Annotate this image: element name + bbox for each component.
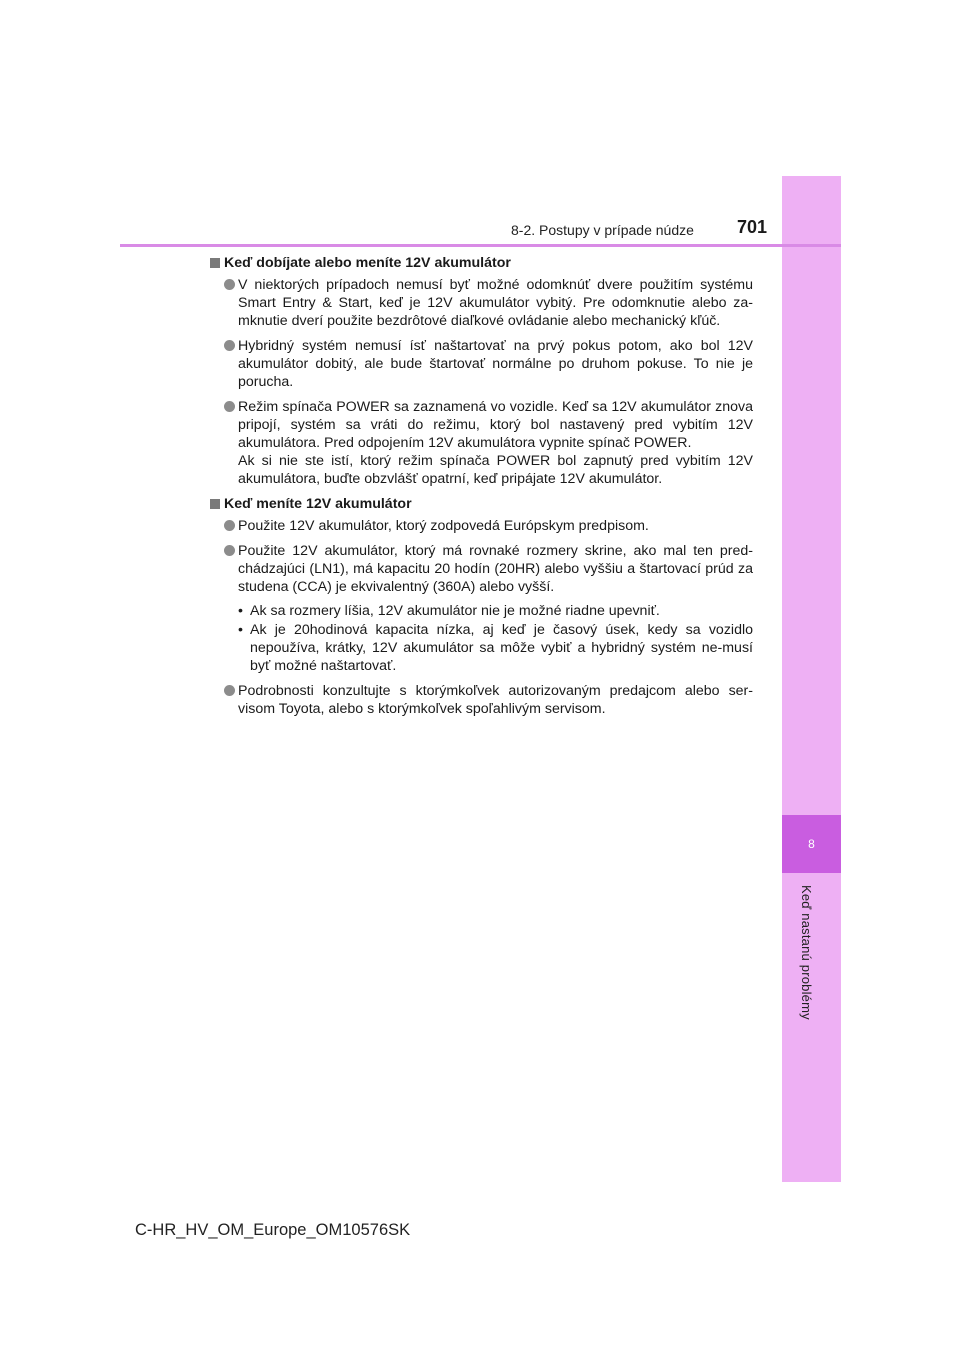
square-bullet-icon	[210, 499, 220, 509]
list-item: V niektorých prípadoch nemusí byť možné odomknúť dvere použitím systému Smart Entry & Start, keď je 12V akumulátor vybitý. Pre odomknutie alebo za-mknutie dverí použite bezdrôtové diaľkové ovládanie alebo mechanický kľúč.	[210, 276, 753, 330]
page-number: 701	[737, 217, 768, 237]
circle-bullet-icon	[224, 279, 235, 290]
list-item: Režim spínača POWER sa zaznamená vo vozidle. Keď sa 12V akumulátor znova pripojí, systém sa vráti do režimu, ktorý bol nastavený pred vybitím 12V akumulátora. Pred odpojením 12V akumulátora vypnite spínač POWER. Ak si nie ste istí, ktorý režim spínača POWER bol zapnutý pred vybitím 12V akumulátora, buďte obzvlášť opatrní, keď pripájate 12V akumulátor.	[210, 398, 753, 488]
square-bullet-icon	[210, 258, 220, 268]
chapter-side-tab	[782, 176, 841, 1182]
circle-bullet-icon	[224, 340, 235, 351]
circle-bullet-icon	[224, 545, 235, 556]
list-item: Hybridný systém nemusí ísť naštartovať na prvý pokus potom, ako bol 12V akumulátor dobitý, ale bude štartovať normálne po druhom pokuse. To nie je porucha.	[210, 337, 753, 391]
document-code: C-HR_HV_OM_Europe_OM10576SK	[135, 1221, 411, 1239]
chapter-number: 8	[808, 837, 815, 851]
circle-bullet-icon	[224, 685, 235, 696]
sub-list	[238, 602, 753, 675]
sub-list-item: • Ak sa rozmery líšia, 12V akumulátor nie je možné riadne upevniť.	[238, 603, 660, 619]
chapter-number-box	[782, 815, 841, 873]
section-heading: Keď dobíjate alebo meníte 12V akumulátor	[210, 254, 753, 272]
list-item: Použite 12V akumulátor, ktorý zodpovedá Európskym predpisom.	[210, 517, 753, 535]
chapter-title: Keď nastanú problémy	[799, 885, 814, 1020]
header-divider	[120, 244, 841, 247]
section-label: 8-2. Postupy v prípade núdze	[511, 222, 694, 238]
dot-bullet-icon: •	[238, 603, 243, 619]
sub-list-item: • Ak je 20hodinová kapacita nízka, aj keď je časový úsek, kedy sa vozidlo nepoužíva, krátky, 12V akumulátor sa môže vybiť a hybridný systém ne-musí byť možné naštartovať.	[238, 622, 753, 674]
page-content	[210, 254, 753, 725]
section-heading: Keď meníte 12V akumulátor	[210, 495, 753, 513]
circle-bullet-icon	[224, 401, 235, 412]
list-item: Použite 12V akumulátor, ktorý má rovnaké rozmery skrine, ako mal ten pred-chádzajúci (LN1), má kapacitu 20 hodín (20HR) alebo vyššiu a štartovací prúd za studena (CCA) je ekvivalentný (360A) alebo vyšší. • Ak sa rozmery líšia, 12V akumulátor nie je možné riadne upevniť. • Ak je 20hodinová kapacita nízka, aj keď je časový úsek, kedy sa vozidlo nepoužíva, krátky, 12V akumulátor sa môže vybiť a hybridný systém ne-musí byť možné naštartovať.	[210, 542, 753, 675]
circle-bullet-icon	[224, 520, 235, 531]
dot-bullet-icon: •	[238, 622, 243, 638]
list-item: Podrobnosti konzultujte s ktorýmkoľvek autorizovaným predajcom alebo ser-visom Toyota, alebo s ktorýmkoľvek spoľahlivým servisom.	[210, 682, 753, 718]
